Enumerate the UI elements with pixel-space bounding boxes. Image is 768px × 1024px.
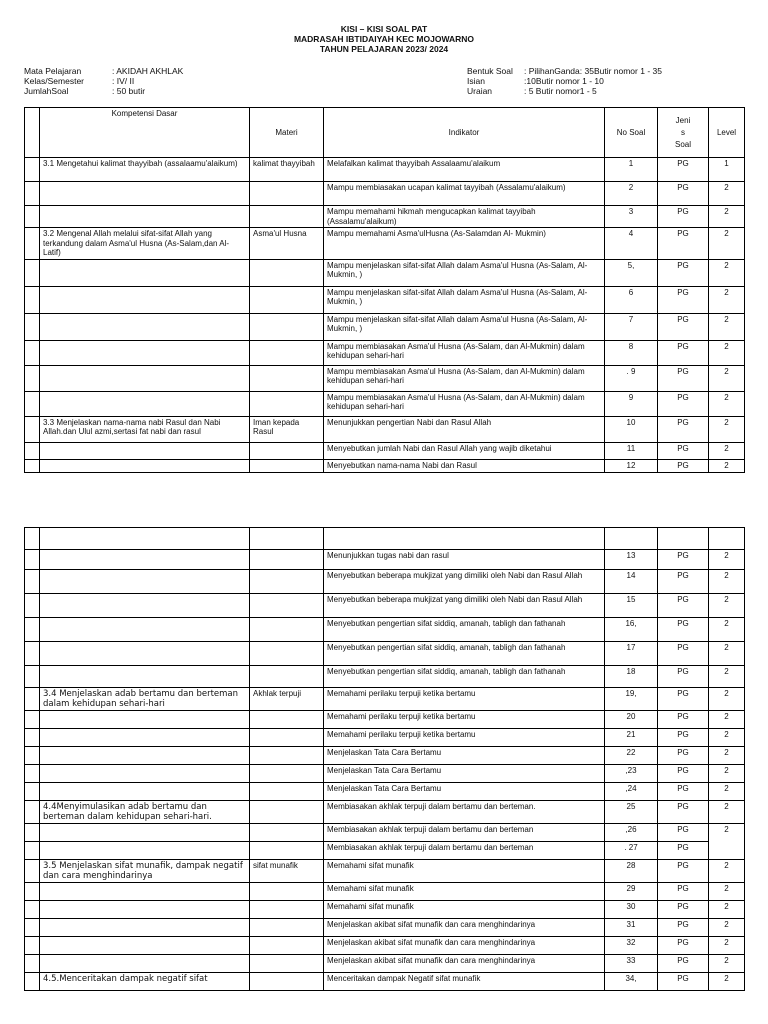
table-row	[25, 765, 745, 783]
no-soal-cell: 30	[605, 901, 658, 919]
table-row	[25, 442, 745, 459]
indikator-cell: Mampu memahami hikmah mengucapkan kalimat tayyibah (Assalamu'alaikum)	[324, 206, 605, 228]
level-cell: 2	[709, 901, 745, 919]
no-soal-cell: 20	[605, 711, 658, 729]
form-label: Bentuk Soal	[467, 66, 513, 76]
table-row	[25, 642, 745, 666]
no-soal-cell: 25	[605, 801, 658, 824]
indikator-cell: Menjelaskan akibat sifat munafik dan cara menghindarinya	[324, 919, 605, 937]
table-row	[25, 824, 745, 842]
no-soal-cell: . 9	[605, 365, 658, 391]
table-row	[25, 842, 745, 860]
kd-cell: 4.5.Menceritakan dampak negatif sifat	[40, 973, 250, 991]
jenis-soal-cell: PG	[658, 642, 709, 666]
indikator-cell: Memahami perilaku terpuji ketika bertamu	[324, 688, 605, 711]
header-number	[25, 108, 40, 158]
school-name: MADRASAH IBTIDAIYAH KEC MOJOWARNO	[293, 34, 475, 44]
jenis-soal-cell: PG	[658, 955, 709, 973]
no-soal-cell: 28	[605, 860, 658, 883]
level-cell: 2	[709, 919, 745, 937]
level-cell: 2	[709, 206, 745, 228]
no-soal-cell: 17	[605, 642, 658, 666]
no-soal-cell: 9	[605, 391, 658, 416]
jenis-soal-cell: PG	[658, 783, 709, 801]
kisi-table-2	[24, 527, 745, 991]
level-cell: 2	[709, 729, 745, 747]
jenis-soal-cell: PG	[658, 313, 709, 340]
no-soal-cell: 19,	[605, 688, 658, 711]
header-materi: Materi	[250, 108, 324, 158]
table-row	[25, 182, 745, 206]
table-row	[25, 594, 745, 618]
no-soal-cell: 32	[605, 937, 658, 955]
table-row	[25, 416, 745, 442]
count-value: : 50 butir	[112, 86, 146, 96]
materi-cell: sifat munafik	[250, 860, 324, 883]
kd-cell: 4.4Menyimulasikan adab bertamu dan berteman dalam kehidupan sehari-hari.	[40, 801, 250, 824]
indikator-cell: Mampu memahami Asma'ulHusna (As-Salamdan Al- Mukmin)	[324, 228, 605, 260]
level-cell: 2	[709, 259, 745, 286]
no-soal-cell: 16,	[605, 618, 658, 642]
table-row	[25, 286, 745, 313]
no-soal-cell: 4	[605, 228, 658, 260]
table-row	[25, 919, 745, 937]
level-cell: 2	[709, 313, 745, 340]
level-cell: 2	[709, 618, 745, 642]
indikator-cell: Menyebutkan beberapa mukjizat yang dimiliki oleh Nabi dan Rasul Allah	[324, 570, 605, 594]
table-row	[25, 313, 745, 340]
no-soal-cell: 5,	[605, 259, 658, 286]
level-cell: 2	[709, 711, 745, 729]
no-soal-cell: 1	[605, 158, 658, 182]
indikator-cell: Menjelaskan akibat sifat munafik dan cara menghindarinya	[324, 937, 605, 955]
jenis-soal-cell: PG	[658, 228, 709, 260]
table-row	[25, 259, 745, 286]
level-cell: 1	[709, 158, 745, 182]
jenis-soal-cell: PG	[658, 365, 709, 391]
level-cell: 2	[709, 747, 745, 765]
level-cell: 2	[709, 365, 745, 391]
header-kd: Kompetensi Dasar	[40, 108, 250, 158]
level-cell: 2	[709, 416, 745, 442]
uraian-value: : 5 Butir nomor1 - 5	[524, 86, 597, 96]
no-soal-cell: 13	[605, 550, 658, 570]
jenis-soal-cell: PG	[658, 883, 709, 901]
jenis-soal-cell: PG	[658, 801, 709, 824]
jenis-soal-cell: PG	[658, 765, 709, 783]
indikator-cell: Menyebutkan pengertian sifat siddiq, amanah, tabligh dan fathanah	[324, 666, 605, 688]
jenis-soal-cell: PG	[658, 182, 709, 206]
no-soal-cell: 11	[605, 442, 658, 459]
jenis-soal-cell: PG	[658, 416, 709, 442]
no-soal-cell: 6	[605, 286, 658, 313]
level-cell: 2	[709, 391, 745, 416]
jenis-soal-cell: PG	[658, 259, 709, 286]
indikator-cell: Menunjukkan tugas nabi dan rasul	[324, 550, 605, 570]
kd-cell: 3.3 Menjelaskan nama-nama nabi Rasul dan Nabi Allah.dan Ulul azmi,sertasi fat nabi dan rasul	[40, 416, 250, 442]
jenis-soal-cell: PG	[658, 594, 709, 618]
table-row	[25, 901, 745, 919]
materi-cell: kalimat thayyibah	[250, 158, 324, 182]
table-row	[25, 783, 745, 801]
table-row	[25, 747, 745, 765]
no-soal-cell: 18	[605, 666, 658, 688]
no-soal-cell: ,26	[605, 824, 658, 842]
level-cell: 2	[709, 783, 745, 801]
indikator-cell: Menjelaskan Tata Cara Bertamu	[324, 765, 605, 783]
indikator-cell: Melafalkan kalimat thayyibah Assalaamu'alaikum	[324, 158, 605, 182]
jenis-soal-cell: PG	[658, 824, 709, 842]
header-level: Level	[709, 108, 745, 158]
no-soal-cell: 34,	[605, 973, 658, 991]
jenis-soal-cell: PG	[658, 340, 709, 365]
indikator-cell: Mampu menjelaskan sifat-sifat Allah dalam Asma'ul Husna (As-Salam, Al- Mukmin, )	[324, 286, 605, 313]
jenis-soal-cell: PG	[658, 937, 709, 955]
table-header-row	[25, 108, 745, 158]
jenis-soal-cell: PG	[658, 158, 709, 182]
jenis-soal-cell: PG	[658, 618, 709, 642]
indikator-cell: Mampu membiasakan Asma'ul Husna (As-Salam, dan Al-Mukmin) dalam kehidupan sehari-hari	[324, 391, 605, 416]
level-cell: 2	[709, 182, 745, 206]
table-row	[25, 459, 745, 472]
uraian-label: Uraian	[467, 86, 493, 96]
jenis-soal-cell: PG	[658, 391, 709, 416]
materi-cell: Akhlak terpuji	[250, 688, 324, 711]
level-cell: 2	[709, 550, 745, 570]
jenis-soal-cell: PG	[658, 711, 709, 729]
level-cell: 2	[709, 642, 745, 666]
table-row	[25, 158, 745, 182]
jenis-soal-cell: PG	[658, 860, 709, 883]
level-cell: 2	[709, 442, 745, 459]
level-cell: 2	[709, 973, 745, 991]
jenis-soal-cell: PG	[658, 286, 709, 313]
class-value: : IV/ II	[112, 76, 135, 86]
indikator-cell: Mampu menjelaskan sifat-sifat Allah dalam Asma'ul Husna (As-Salam, Al- Mukmin, )	[324, 313, 605, 340]
table-row	[25, 666, 745, 688]
level-cell: 2	[709, 340, 745, 365]
no-soal-cell: ,24	[605, 783, 658, 801]
table-row	[25, 228, 745, 260]
kisi-table-1	[24, 107, 745, 473]
indikator-cell: Memahami sifat munafik	[324, 901, 605, 919]
indikator-cell: Memahami perilaku terpuji ketika bertamu	[324, 711, 605, 729]
indikator-cell: Mampu membiasakan ucapan kalimat tayyibah (Assalamu'alaikum)	[324, 182, 605, 206]
no-soal-cell: 10	[605, 416, 658, 442]
jenis-soal-cell: PG	[658, 901, 709, 919]
indikator-cell: Menyebutkan pengertian sifat siddiq, amanah, tabligh dan fathanah	[324, 618, 605, 642]
table-row	[25, 801, 745, 824]
subject-label: Mata Pelajaran	[24, 66, 82, 76]
jenis-soal-cell: PG	[658, 550, 709, 570]
no-soal-cell: 22	[605, 747, 658, 765]
table-row	[25, 937, 745, 955]
table-row	[25, 883, 745, 901]
table-row	[25, 365, 745, 391]
indikator-cell: Menceritakan dampak Negatif sifat munafik	[324, 973, 605, 991]
level-cell: 2	[709, 228, 745, 260]
header-indikator: Indikator	[324, 108, 605, 158]
materi-cell: Iman kepada Rasul	[250, 416, 324, 442]
indikator-cell: Memahami sifat munafik	[324, 860, 605, 883]
no-soal-cell: 15	[605, 594, 658, 618]
table-row	[25, 860, 745, 883]
no-soal-cell: 31	[605, 919, 658, 937]
level-cell: 2	[709, 666, 745, 688]
table-row	[25, 340, 745, 365]
no-soal-cell: 2	[605, 182, 658, 206]
no-soal-cell: . 27	[605, 842, 658, 860]
indikator-cell: Menyebutkan jumlah Nabi dan Rasul Allah yang wajib diketahui	[324, 442, 605, 459]
jenis-soal-cell: PG	[658, 666, 709, 688]
count-label: JumlahSoal	[24, 86, 69, 96]
isian-value: :10Butir nomor 1 - 10	[524, 76, 604, 86]
no-soal-cell: 33	[605, 955, 658, 973]
table-row	[25, 550, 745, 570]
indikator-cell: Memahami perilaku terpuji ketika bertamu	[324, 729, 605, 747]
jenis-soal-cell: PG	[658, 919, 709, 937]
jenis-soal-cell: PG	[658, 688, 709, 711]
materi-cell: Asma'ul Husna	[250, 228, 324, 260]
indikator-cell: Membiasakan akhlak terpuji dalam bertamu dan berteman.	[324, 801, 605, 824]
level-cell: 2	[709, 860, 745, 883]
table-row	[25, 618, 745, 642]
no-soal-cell: 12	[605, 459, 658, 472]
indikator-cell: Menjelaskan akibat sifat munafik dan cara menghindarinya	[324, 955, 605, 973]
no-soal-cell: 29	[605, 883, 658, 901]
indikator-cell: Menjelaskan Tata Cara Bertamu	[324, 747, 605, 765]
level-cell: 2	[709, 688, 745, 711]
doc-title: KISI – KISI SOAL PAT	[340, 24, 428, 34]
level-cell: 2	[709, 801, 745, 824]
class-label: Kelas/Semester	[24, 76, 84, 86]
kd-cell: 3.1 Mengetahui kalimat thayyibah (assalaamu'alaikum)	[40, 158, 250, 182]
indikator-cell: Membiasakan akhlak terpuji dalam bertamu dan berteman	[324, 842, 605, 860]
table-row	[25, 729, 745, 747]
kd-cell: 3.4 Menjelaskan adab bertamu dan berteman dalam kehidupan sehari-hari	[40, 688, 250, 711]
no-soal-cell: 14	[605, 570, 658, 594]
indikator-cell: Menjelaskan Tata Cara Bertamu	[324, 783, 605, 801]
level-cell: 2	[709, 955, 745, 973]
level-cell: 2	[709, 286, 745, 313]
table-row	[25, 528, 745, 550]
jenis-soal-cell: PG	[658, 842, 709, 860]
table-row	[25, 973, 745, 991]
table-row	[25, 206, 745, 228]
table-row	[25, 688, 745, 711]
table-row	[25, 955, 745, 973]
kd-cell: 3.5 Menjelaskan sifat munafik, dampak negatif dan cara menghindarinya	[40, 860, 250, 883]
indikator-cell: Mampu membiasakan Asma'ul Husna (As-Salam, dan Al-Mukmin) dalam kehidupan sehari-hari	[324, 365, 605, 391]
jenis-soal-cell: PG	[658, 570, 709, 594]
indikator-cell: Memahami sifat munafik	[324, 883, 605, 901]
level-cell: 2	[709, 937, 745, 955]
indikator-cell: Membiasakan akhlak terpuji dalam bertamu dan berteman	[324, 824, 605, 842]
no-soal-cell: 8	[605, 340, 658, 365]
table-row	[25, 711, 745, 729]
jenis-soal-cell: PG	[658, 747, 709, 765]
indikator-cell: Menunjukkan pengertian Nabi dan Rasul Allah	[324, 416, 605, 442]
level-cell: 2	[709, 883, 745, 901]
academic-year: TAHUN PELAJARAN 2023/ 2024	[319, 44, 449, 54]
level-cell: 2	[709, 459, 745, 472]
no-soal-cell: ,23	[605, 765, 658, 783]
indikator-cell: Menyebutkan nama-nama Nabi dan Rasul	[324, 459, 605, 472]
isian-label: Isian	[467, 76, 485, 86]
jenis-soal-cell: PG	[658, 206, 709, 228]
table-row	[25, 570, 745, 594]
table-row	[25, 391, 745, 416]
kd-cell: 3.2 Mengenal Allah melalui sifat-sifat Allah yang terkandung dalam Asma'ul Husna (As-Salam,dan Al-Latif)	[40, 228, 250, 260]
no-soal-cell: 7	[605, 313, 658, 340]
jenis-soal-cell: PG	[658, 459, 709, 472]
indikator-cell: Mampu menjelaskan sifat-sifat Allah dalam Asma'ul Husna (As-Salam, Al- Mukmin, )	[324, 259, 605, 286]
jenis-soal-cell: PG	[658, 973, 709, 991]
header-no-soal: No Soal	[605, 108, 658, 158]
level-cell: 2	[709, 824, 745, 860]
level-cell: 2	[709, 570, 745, 594]
indikator-cell: Menyebutkan pengertian sifat siddiq, amanah, tabligh dan fathanah	[324, 642, 605, 666]
indikator-cell: Menyebutkan beberapa mukjizat yang dimiliki oleh Nabi dan Rasul Allah	[324, 594, 605, 618]
level-cell: 2	[709, 765, 745, 783]
jenis-soal-cell: PG	[658, 442, 709, 459]
subject-value: : AKIDAH AKHLAK	[112, 66, 184, 76]
no-soal-cell: 21	[605, 729, 658, 747]
header-jenis-soal: Jeni s Soal	[658, 108, 709, 158]
no-soal-cell: 3	[605, 206, 658, 228]
form-value: : PilihanGanda: 35Butir nomor 1 - 35	[524, 66, 662, 76]
jenis-soal-cell: PG	[658, 729, 709, 747]
indikator-cell: Mampu membiasakan Asma'ul Husna (As-Salam, dan Al-Mukmin) dalam kehidupan sehari-hari	[324, 340, 605, 365]
level-cell: 2	[709, 594, 745, 618]
